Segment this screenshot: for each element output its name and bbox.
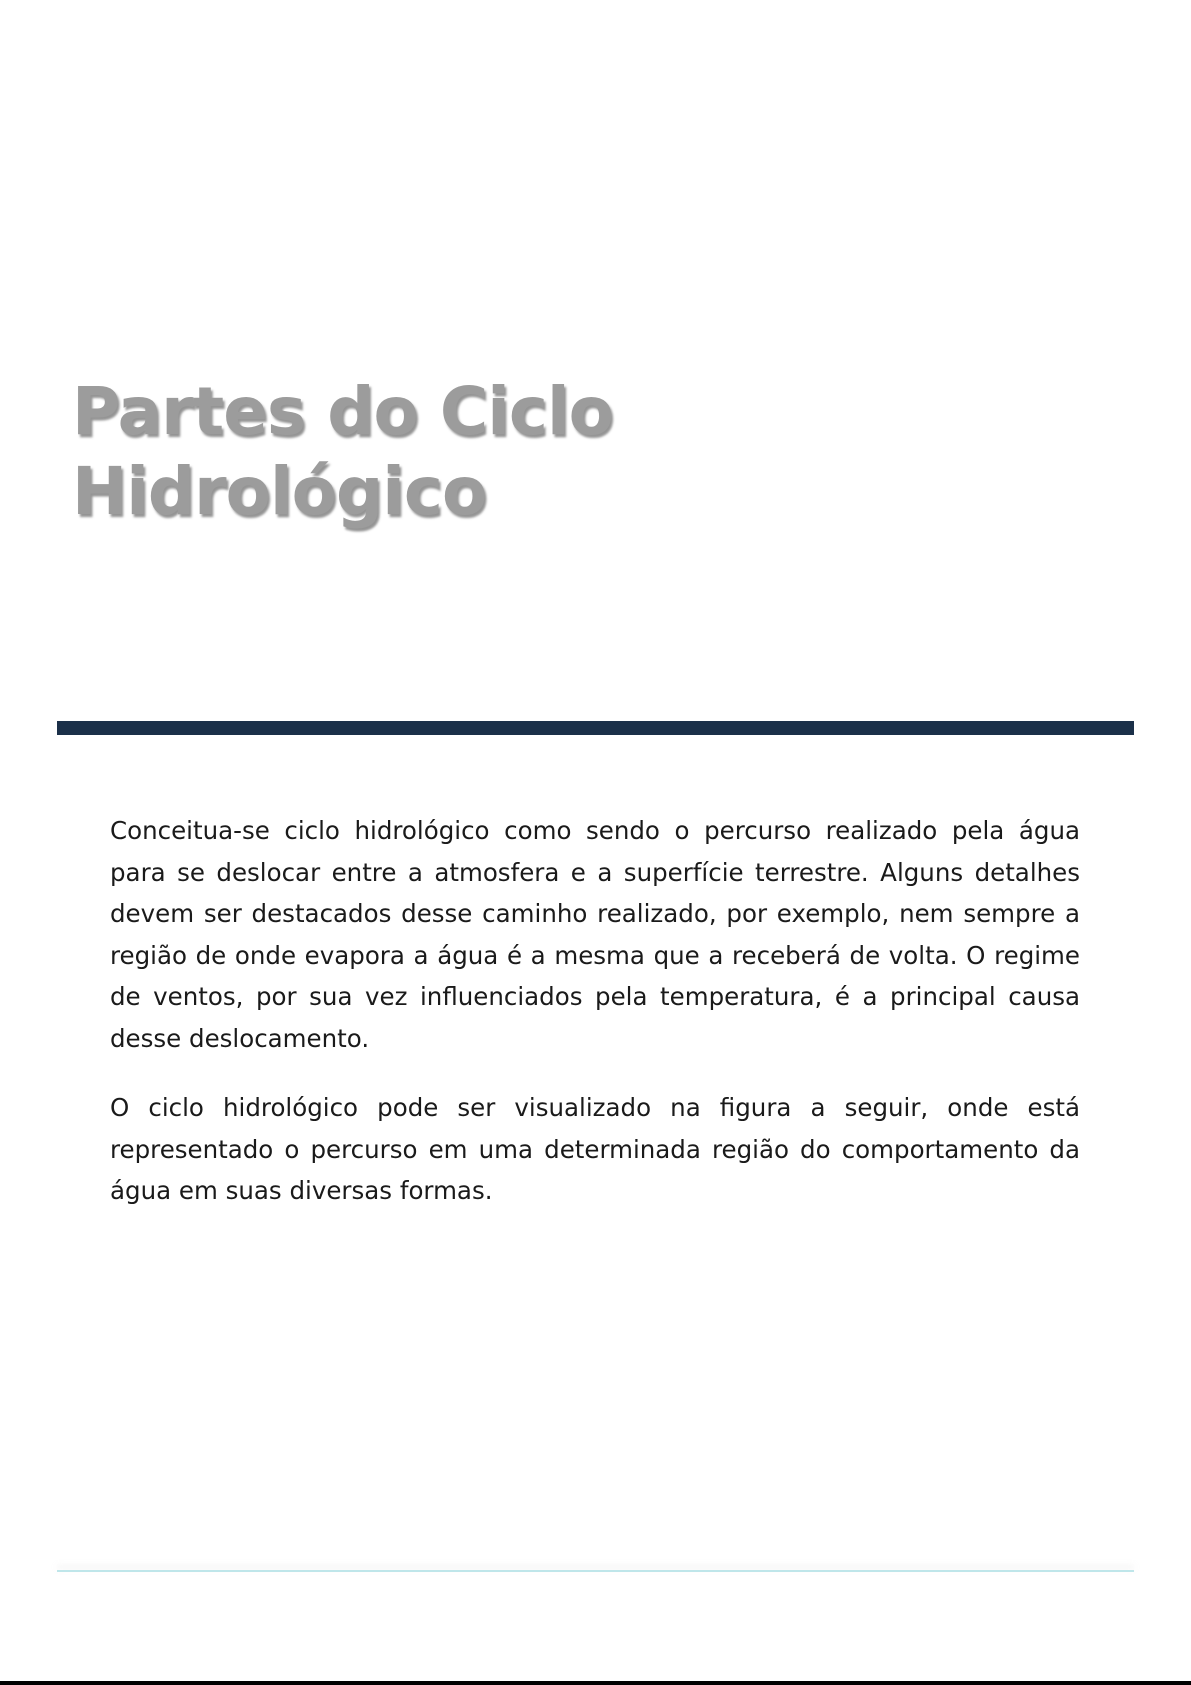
title-line-2: Hidrológico [72, 453, 487, 530]
footer-divider [57, 1570, 1134, 1572]
paragraph-1: Conceitua-se ciclo hidrológico como sendo o percurso realizado pela água para se deslocar entre a atmosfera e a superfície terrestre. Alguns detalhes devem ser destacados desse caminho realizado, por exemplo, nem sempre a região de onde evapora a água é a mesma que a receberá de volta. O regime de ventos, por sua vez influenciados pela temperatura, é a principal causa desse deslocamento. [110, 816, 1080, 1053]
section-divider [57, 721, 1134, 735]
title-line-1: Partes do Ciclo [72, 373, 613, 450]
bottom-edge-bar [0, 1681, 1191, 1685]
body-text [110, 810, 1080, 1240]
paragraph-2: O ciclo hidrológico pode ser visualizado na figura a seguir, onde está representado o percurso em uma determinada região do comportamento da água em suas diversas formas. [110, 1093, 1080, 1205]
page-title [72, 372, 772, 532]
